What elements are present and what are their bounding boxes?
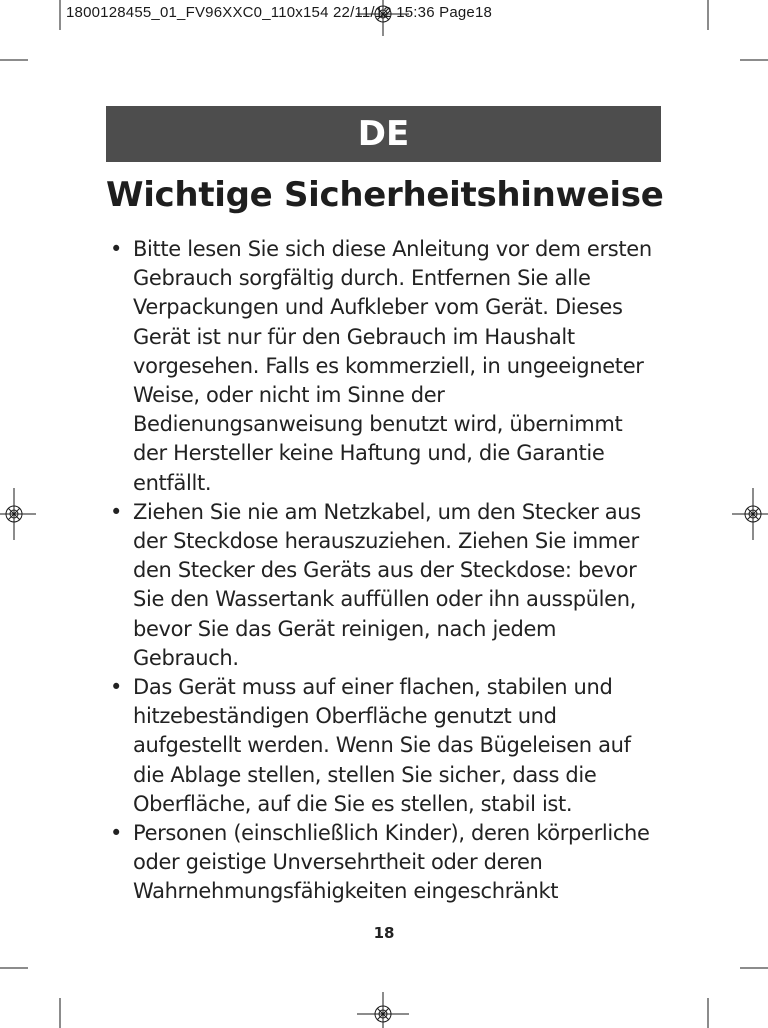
bullet: • <box>110 675 123 700</box>
list-item <box>110 673 660 819</box>
note-text: Bitte lesen Sie sich diese Anleitung vor dem ersten Gebrauch sorgfältig durch. Entfernen Sie alle Verpackungen und Aufkleber vom Gerät. Dieses Gerät ist nur für den Gebrauch im Haushalt vorgesehen. Falls es kommerziell, in ungeeigneter Weise, oder nicht im Sinne der Bedienungsanweisung benutzt wird, übernimmt der Hersteller keine Haftung und, die Garantie entfällt. <box>133 237 652 495</box>
language-header-bar <box>106 106 661 162</box>
bullet: • <box>110 499 123 524</box>
registration-mark-icon <box>0 488 36 540</box>
page-title: Wichtige Sicherheitshinweise <box>106 175 664 215</box>
language-code: DE <box>357 114 410 154</box>
note-text: Das Gerät muss auf einer flachen, stabilen und hitzebeständigen Oberfläche genutzt und aufgestellt werden. Wenn Sie das Bügeleisen auf die Ablage stellen, stellen Sie sicher, dass die Oberfläche, auf die Sie es stellen, stabil ist. <box>133 675 631 816</box>
bullet: • <box>110 821 123 846</box>
list-item <box>110 819 660 907</box>
bullet: • <box>110 237 123 261</box>
registration-mark-icon <box>357 992 409 1028</box>
note-text: Personen (einschließlich Kinder), deren körperliche oder geistige Unversehrtheit oder deren Wahrnehmungsfähigkeiten eingeschränkt <box>133 821 650 904</box>
print-slug: 1800128455_01_FV96XXC0_110x154 22/11/12 15:36 Page18 <box>66 4 493 21</box>
safety-notes-list <box>110 235 660 907</box>
registration-mark-icon <box>732 488 768 540</box>
page-number: 18 <box>373 924 395 942</box>
note-text: Ziehen Sie nie am Netzkabel, um den Stecker aus der Steckdose herauszuziehen. Ziehen Sie immer den Stecker des Geräts aus der Steckdose: bevor Sie den Wassertank auffüllen oder ihn ausspülen, bevor Sie das Gerät reinigen, nach jedem Gebrauch. <box>133 499 641 670</box>
list-item <box>110 498 660 673</box>
list-item <box>110 235 660 498</box>
